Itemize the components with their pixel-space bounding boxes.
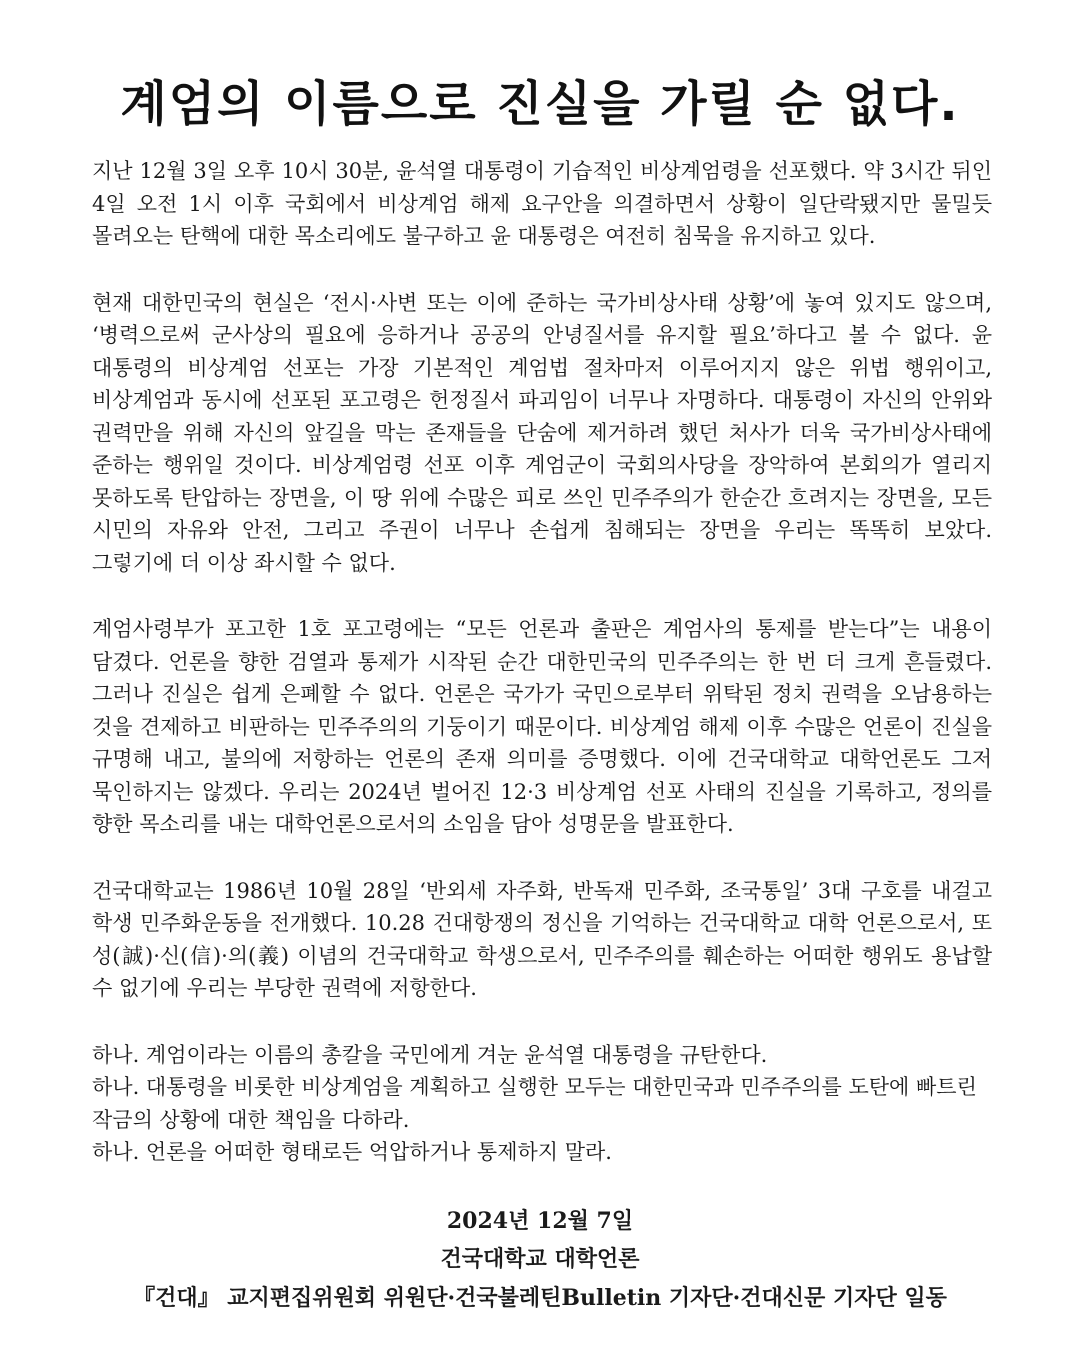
- paragraph-unconstitutionality: 현재 대한민국의 현실은 ‘전시·사변 또는 이에 준하는 국가비상사태 상황’에 놓여 있지도 않으며, ‘병력으로써 군사상의 필요에 응하거나 공공의 안녕질서를 유지할 필요’하다고 볼 수 없다. 윤 대통령의 비상계엄 선포는 가장 기본적인 계엄법 절차마저 이루어지지 않은 위법 행위이고, 비상계엄과 동시에 선포된 포고령은 헌정질서 파괴임이 너무나 자명하다. 대통령이 자신의 안위와 권력만을 위해 자신의 앞길을 막는 존재들을 단숨에 제거하려 했던 처사가 더욱 국가비상사태에 준하는 행위일 것이다. 비상계엄령 선포 이후 계엄군이 국회의사당을 장악하여 본회의가 열리지 못하도록 탄압하는 장면을, 이 땅 위에 수많은 피로 쓰인 민주주의가 한순간 흐려지는 장면을, 모든 시민의 자유와 안전, 그리고 주권이 너무나 손쉽게 침해되는 장면을 우리는 똑똑히 보았다. 그렇기에 더 이상 좌시할 수 없다.: [92, 290, 992, 575]
- resolution-item: 하나. 언론을 어떠한 형태로든 억압하거나 통제하지 말라.: [92, 1140, 612, 1164]
- statement-title: 계엄의 이름으로 진실을 가릴 순 없다.: [120, 76, 960, 133]
- resolution-item: 하나. 대통령을 비롯한 비상계엄을 계획하고 실행한 모두는 대한민국과 민주주의를 도탄에 빠트린 작금의 상황에 대한 책임을 다하라.: [92, 1075, 977, 1132]
- signature-date: 2024년 12월 7일: [446, 1208, 634, 1234]
- paragraph-press-censorship: 계엄사령부가 포고한 1호 포고령에는 “모든 언론과 출판은 계엄사의 통제를 받는다”는 내용이 담겼다. 언론을 향한 검열과 통제가 시작된 순간 대한민국의 민주주의는 한 번 더 크게 흔들렸다. 그러나 진실은 쉽게 은폐할 수 없다. 언론은 국가가 국민으로부터 위탁된 정치 권력을 오남용하는 것을 견제하고 비판하는 민주주의의 기둥이기 때문이다. 비상계엄 해제 이후 수많은 언론이 진실을 규명해 내고, 불의에 저항하는 언론의 존재 의미를 증명했다. 이에 건국대학교 대학언론도 그저 묵인하지는 않겠다. 우리는 2024년 벌어진 12·3 비상계엄 선포 사태의 진실을 기록하고, 정의를 향한 목소리를 내는 대학언론으로서의 소임을 담아 성명문을 발표한다.: [92, 617, 992, 836]
- resolution-item: 하나. 계엄이라는 이름의 총칼을 국민에게 겨눈 윤석열 대통령을 규탄한다.: [92, 1042, 768, 1067]
- signature-organizations: 『건대』 교지편집위원회 위원단·건국불레틴Bulletin 기자단·건대신문 기자단 일동: [133, 1285, 947, 1311]
- signature-block: [0, 1202, 1080, 1318]
- resolutions-list: [92, 1039, 992, 1169]
- signature-institution: 건국대학교 대학언론: [440, 1246, 640, 1272]
- paragraph-university-history: 건국대학교는 1986년 10월 28일 ‘반외세 자주화, 반독재 민주화, 조국통일’ 3대 구호를 내걸고 학생 민주화운동을 전개했다. 10.28 건대항쟁의 정신을 기억하는 건국대학교 대학 언론으로서, 또 성(誠)·신(信)·의(義) 이념의 건국대학교 학생으로서, 민주주의를 훼손하는 어떠한 행위도 용납할 수 없기에 우리는 부당한 권력에 저항한다.: [92, 878, 992, 1000]
- statement-body: [92, 155, 992, 1169]
- paragraph-martial-law-declaration: 지난 12월 3일 오후 10시 30분, 윤석열 대통령이 기습적인 비상계엄령을 선포했다. 약 3시간 뒤인 4일 오전 1시 이후 국회에서 비상계엄 해제 요구안을 의결하면서 상황이 일단락됐지만 물밀듯 몰려오는 탄핵에 대한 목소리에도 불구하고 윤 대통령은 여전히 침묵을 유지하고 있다.: [92, 159, 992, 248]
